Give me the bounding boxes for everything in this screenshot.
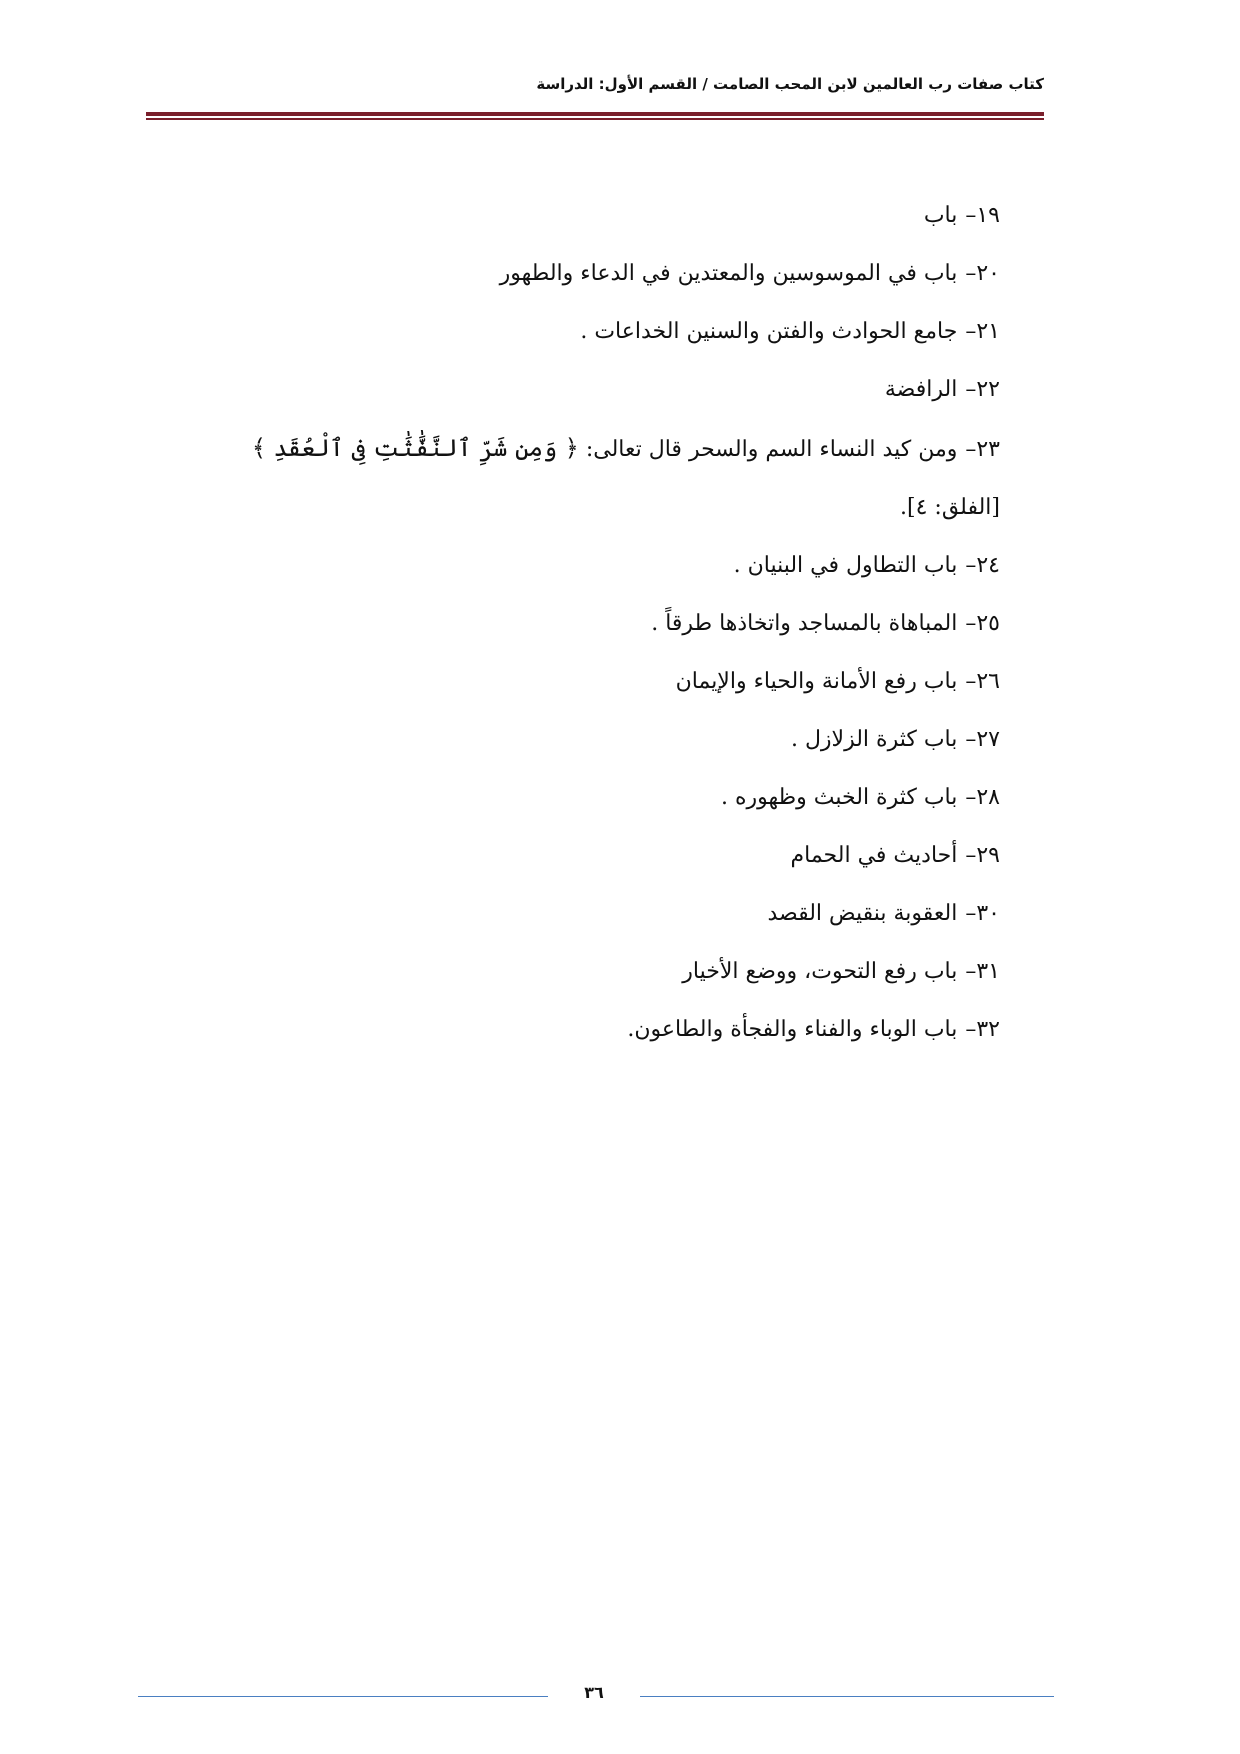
list-item xyxy=(210,595,1000,653)
item-text: باب كثرة الزلازل . xyxy=(790,727,958,752)
item-number: ٣١– xyxy=(965,959,1000,984)
list-item xyxy=(210,245,1000,303)
chapter-list xyxy=(210,187,1000,1059)
list-item xyxy=(210,943,1000,1001)
list-item xyxy=(210,711,1000,769)
running-header: كتاب صفات رب العالمين لابن المحب الصامت / القسم الأول: الدراسة xyxy=(536,75,1044,93)
item-number: ٢٩– xyxy=(965,843,1000,868)
item-number: ٢٠– xyxy=(965,261,1000,286)
item-text: العقوبة بنقيض القصد xyxy=(767,901,958,926)
page-number: ٣٦ xyxy=(584,1683,604,1702)
list-item xyxy=(210,187,1000,245)
item-number: ٣٠– xyxy=(965,901,1000,926)
footer-rule-left xyxy=(138,1696,548,1697)
item-text: المباهاة بالمساجد واتخاذها طرقاً . xyxy=(651,611,958,636)
item-text: باب التطاول في البنيان . xyxy=(733,553,958,578)
item-text: باب رفع التحوت، ووضع الأخيار xyxy=(682,959,958,984)
item-text: باب xyxy=(923,203,958,228)
item-number: ٢٤– xyxy=(965,553,1000,578)
item-number: ١٩– xyxy=(965,203,1000,228)
item-number: ٣٢– xyxy=(965,1017,1000,1042)
item-number: ٢٥– xyxy=(965,611,1000,636)
item-text: باب كثرة الخبث وظهوره . xyxy=(721,785,958,810)
item-number: ٢٣– xyxy=(965,437,1000,462)
item-text: جامع الحوادث والفتن والسنين الخداعات . xyxy=(580,319,958,344)
list-item xyxy=(210,885,1000,943)
item-number: ٢٧– xyxy=(965,727,1000,752)
list-item xyxy=(210,361,1000,419)
item-text: ومن كيد النساء السم والسحر قال تعالى: xyxy=(585,437,958,462)
list-item xyxy=(210,769,1000,827)
item-number: ٢١– xyxy=(965,319,1000,344)
list-item xyxy=(210,419,1000,537)
list-item xyxy=(210,653,1000,711)
list-item xyxy=(210,827,1000,885)
list-item xyxy=(210,1001,1000,1059)
header-rule-thin xyxy=(146,118,1044,120)
item-text: باب في الموسوسين والمعتدين في الدعاء والطهور xyxy=(499,261,958,286)
item-text: أحاديث في الحمام xyxy=(790,843,958,868)
list-item xyxy=(210,303,1000,361)
footer-rule-right xyxy=(640,1696,1054,1697)
item-number: ٢٢– xyxy=(965,377,1000,402)
item-number: ٢٨– xyxy=(965,785,1000,810)
quran-verse: ﴿ وَمِن شَرِّ ٱلنَّفَّٰثَٰتِ فِى ٱلْعُقَدِ ﴾ xyxy=(251,434,579,462)
header-rule-thick xyxy=(146,112,1044,116)
verse-citation: [الفلق: ٤]. xyxy=(900,495,1000,520)
list-item xyxy=(210,537,1000,595)
item-text: الرافضة xyxy=(884,377,958,402)
item-number: ٢٦– xyxy=(965,669,1000,694)
item-text: باب الوباء والفناء والفجأة والطاعون. xyxy=(627,1017,958,1042)
item-text: باب رفع الأمانة والحياء والإيمان xyxy=(675,669,958,694)
